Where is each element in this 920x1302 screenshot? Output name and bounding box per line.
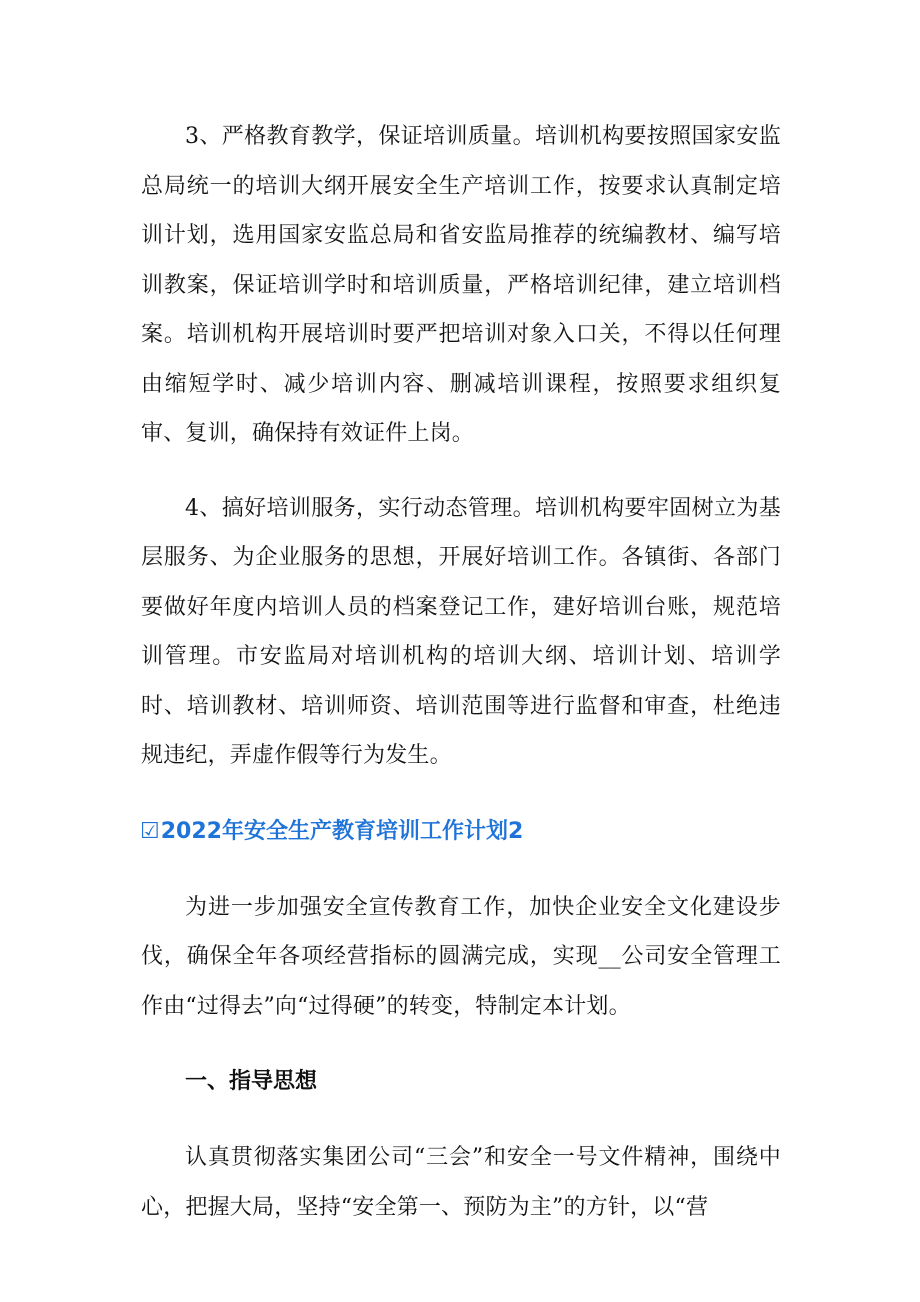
checkbox-icon: ☑ bbox=[140, 818, 160, 844]
paragraph-item-4: 4、搞好培训服务，实行动态管理。培训机构要牢固树立为基层服务、为企业服务的思想，开展好培训工作。各镇街、各部门要做好年度内培训人员的档案登记工作，建好培训台账，规范培训管理。市安监局对培训机构的培训大纲、培训计划、培训学时、培训教材、培训师资、培训范围等进行监督和审查，杜绝违规违纪，弄虚作假等行为发生。 bbox=[141, 495, 781, 768]
paragraph-spacer bbox=[141, 857, 781, 883]
intro-paragraph: 为进一步加强安全宣传教育工作，加快企业安全文化建设步伐，确保全年各项经营指标的圆满完成，实现__公司安全管理工作由“过得去”向“过得硬”的转变，特制定本计划。 bbox=[141, 894, 781, 1019]
paragraph-spacer bbox=[141, 459, 781, 484]
guiding-ideology-paragraph: 认真贯彻落实集团公司“三会”和安全一号文件精神，围绕中心，把握大局，坚持“安全第一、预防为主”的方针，以“营 bbox=[141, 1145, 781, 1220]
paragraph-spacer bbox=[141, 1107, 781, 1133]
paragraph-spacer bbox=[141, 1031, 781, 1057]
paragraph-item-3: 3、严格教育教学，保证培训质量。培训机构要按照国家安监总局统一的培训大纲开展安全生产培训工作，按要求认真制定培训计划，选用国家安监总局和省安监局推荐的统编教材、编写培训教案，保证培训学时和培训质量，严格培训纪律，建立培训档案。培训机构开展培训时要严把培训对象入口关，不得以任何理由缩短学时、减少培训内容、删减培训课程，按照要求组织复审、复训，确保持有效证件上岗。 bbox=[141, 124, 781, 446]
subheading-guiding-ideology: 一、指导思想 bbox=[185, 1069, 318, 1094]
section-heading-text: 2022年安全生产教育培训工作计划2 bbox=[160, 818, 524, 844]
document-body bbox=[141, 112, 781, 1232]
paragraph-spacer bbox=[141, 781, 781, 807]
section-heading bbox=[140, 807, 781, 857]
